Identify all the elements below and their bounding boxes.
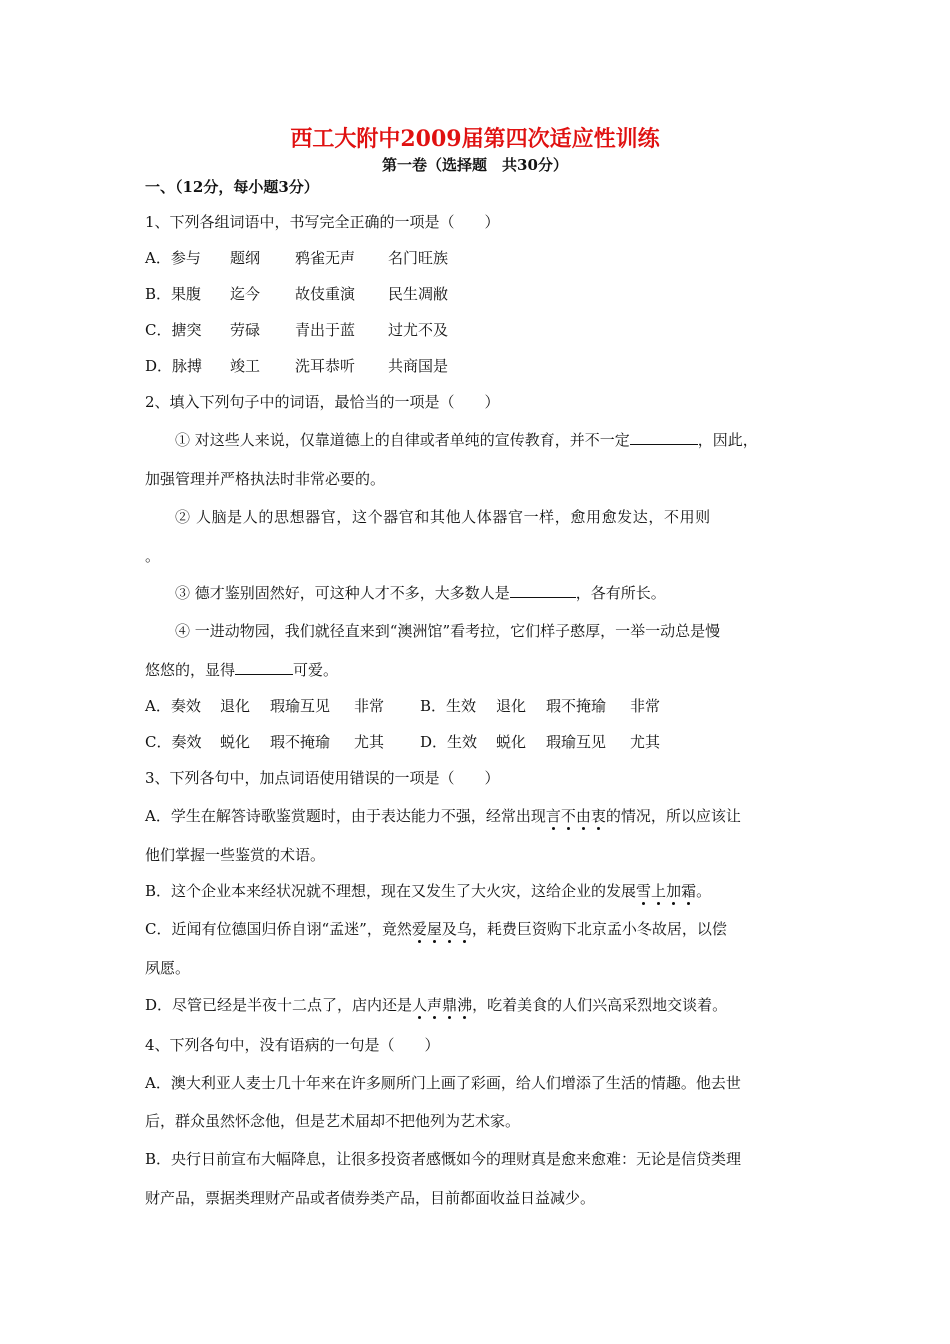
question-2-sentence-3 [175,582,666,604]
sentence-text: ① 对这些人来说，仅靠道德上的自律或者单纯的宣传教育，并不一定 [175,431,630,449]
dotted-phrase [412,920,472,938]
option-text: 瑕不掩瑜 [546,697,607,715]
option-text: A．奏效 [145,697,201,715]
question-1-stem: 1、下列各组词语中，书写完全正确的一项是（ ） [145,213,500,231]
emphasis-char: 加 [666,882,682,900]
sentence-text: 可爱。 [293,661,339,679]
question-2-options-cd [145,731,660,753]
option-text: 。 [696,882,712,900]
emphasis-char: 人 [412,996,428,1014]
emphasis-char: 爱 [411,920,427,938]
sentence-text: ，各有所长。 [575,584,666,602]
question-4-option-b: B．央行日前宣布大幅降息，让很多投资者感慨如今的理财真是愈来愈难：无论是信贷类理 [145,1150,742,1168]
option-text: D．尽管已经是半夜十二点了，店内还是 [145,996,413,1014]
question-2-sentence-2-cont: 。 [145,547,161,565]
option-text: 蜕化 [220,733,251,751]
question-2-options-ab [145,695,660,717]
option-text: 瑕不掩瑜 [270,733,331,751]
question-4-option-a-cont: 后，群众虽然怀念他，但是艺术届却不把他列为艺术家。 [145,1112,521,1130]
option-text: 蜕化 [496,733,527,751]
emphasis-char: 衷 [590,807,606,825]
fill-blank [630,430,698,445]
dotted-phrase [636,882,696,900]
question-1-option-a [145,247,448,269]
emphasis-char: 及 [441,920,457,938]
question-4-stem: 4、下列各句中，没有语病的一句是（ ） [145,1036,440,1054]
sentence-text: 悠悠的，显得 [145,661,236,679]
emphasis-char: 沸 [457,996,473,1014]
question-1-option-d [145,355,448,377]
emphasis-char: 雪 [636,882,652,900]
option-text: ，耗费巨资购下北京孟小冬故居，以偿 [471,920,727,938]
option-text: B．生效 [420,697,477,715]
question-2-sentence-1-cont: 加强管理并严格执法时非常必要的。 [145,470,386,488]
option-text: 竣工 [230,357,261,375]
option-text: 共商国是 [388,357,449,375]
emphasis-char: 由 [575,807,591,825]
option-text: C．奏效 [145,733,202,751]
option-text: C．搪突 [145,321,202,339]
emphasis-char: 不 [560,807,576,825]
option-text: 迄今 [230,285,261,303]
fill-blank [510,583,576,598]
option-text: C．近闻有位德国归侨自诩“孟迷”，竟然 [145,920,412,938]
option-text: 民生凋敝 [388,285,449,303]
question-3-option-a-cont: 他们掌握一些鉴赏的术语。 [145,846,326,864]
option-text: 瑕瑜互见 [270,697,331,715]
question-2-sentence-4: ④ 一进动物园，我们就径直来到“澳洲馆”看考拉，它们样子憨厚，一举一动总是慢 [175,622,721,640]
dotted-phrase [412,996,472,1014]
emphasis-char: 乌 [456,920,472,938]
question-3-stem: 3、下列各句中，加点词语使用错误的一项是（ ） [145,769,500,787]
option-text: 退化 [220,697,251,715]
question-4-option-b-cont: 财产品，票据类理财产品或者债券类产品，目前都面收益日益减少。 [145,1189,596,1207]
option-text: 的情况，所以应该让 [605,807,741,825]
option-text: 退化 [496,697,527,715]
option-text: D．脉搏 [145,357,203,375]
option-text: 非常 [354,697,385,715]
option-text: 瑕瑜互见 [546,733,607,751]
emphasis-char: 声 [427,996,443,1014]
option-text: 故伎重演 [295,285,356,303]
question-3-option-c [145,918,727,940]
option-text: B．果腹 [145,285,202,303]
option-text: A．参与 [145,249,201,267]
question-2-sentence-4-cont [145,659,338,681]
section-subtitle: 第一卷（选择题 共30分） [382,156,568,174]
page-title: 西工大附中2009届第四次适应性训练 [290,126,660,152]
option-text: 题纲 [230,249,261,267]
option-text: 洗耳恭听 [295,357,356,375]
option-text: B．这个企业本来经状况就不理想，现在又发生了大火灾，这给企业的发展 [145,882,637,900]
sentence-text: ③ 德才鉴别固然好，可这种人才不多，大多数人是 [175,584,510,602]
question-2-sentence-1 [175,429,758,451]
emphasis-char: 鼎 [442,996,458,1014]
option-text: D．生效 [420,733,478,751]
emphasis-char: 屋 [426,920,442,938]
fill-blank [235,660,293,675]
option-text: 尤其 [630,733,661,751]
option-text: 青出于蓝 [295,321,356,339]
option-text: 过尤不及 [388,321,449,339]
question-4-option-a: A．澳大利亚人麦士几十年来在许多厕所门上画了彩画，给人们增添了生活的情趣。他去世 [145,1074,741,1092]
option-text: 非常 [630,697,661,715]
option-text: 名门旺族 [388,249,449,267]
question-2-sentence-2: ② 人脑是人的思想器官，这个器官和其他人体器官一样，愈用愈发达，不用则 [175,508,711,526]
option-text: 劳碌 [230,321,261,339]
question-1-option-b [145,283,448,305]
emphasis-char: 言 [545,807,561,825]
option-text: ，吃着美食的人们兴高采烈地交谈着。 [472,996,728,1014]
question-1-option-c [145,319,448,341]
option-text: A．学生在解答诗歌鉴赏题时，由于表达能力不强，经常出现 [145,807,546,825]
question-3-option-c-cont: 夙愿。 [145,959,191,977]
question-2-stem: 2、填入下列句子中的词语，最恰当的一项是（ ） [145,393,500,411]
question-3-option-d [145,994,727,1016]
dotted-phrase [546,807,606,825]
sentence-text: ，因此， [697,431,758,449]
emphasis-char: 霜 [681,882,697,900]
question-3-option-a [145,805,741,827]
emphasis-char: 上 [651,882,667,900]
option-text: 尤其 [354,733,385,751]
option-text: 鸦雀无声 [295,249,356,267]
question-3-option-b [145,880,711,902]
section-heading: 一、（12分，每小题3分） [145,178,319,196]
